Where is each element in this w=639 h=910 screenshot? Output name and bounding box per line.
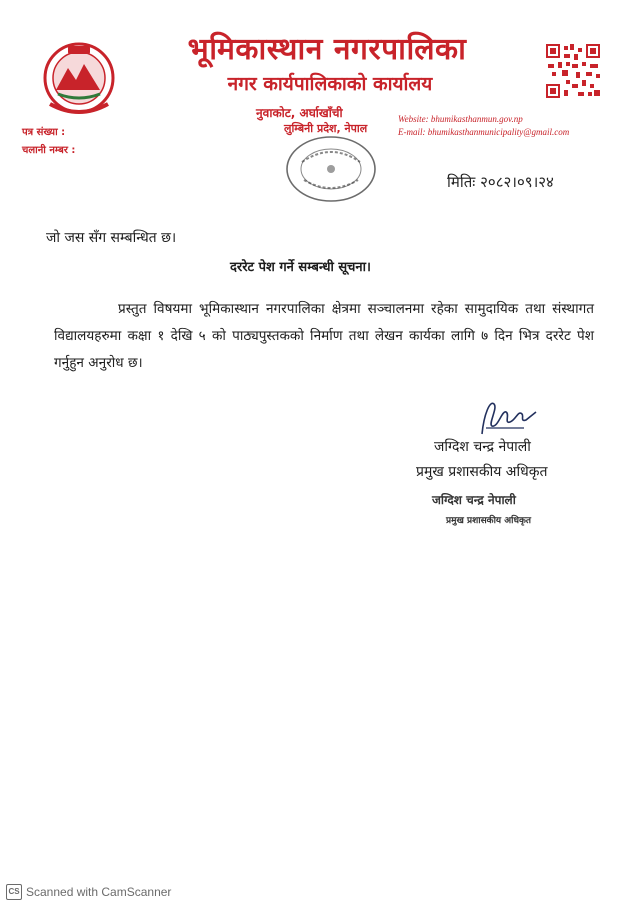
signatory-name: जग्दिश चन्द्र नेपाली (434, 439, 531, 455)
signatory-title: प्रमुख प्रशासकीय अधिकृत (416, 464, 548, 480)
camscanner-logo-icon: CS (6, 884, 22, 900)
letter-date: मितिः २०८२।०९।२४ (447, 173, 554, 191)
address-province: लुम्बिनी प्रदेश, नेपाल (284, 122, 368, 135)
letter-body: प्रस्तुत विषयमा भूमिकास्थान नगरपालिका क्षेत्रमा सञ्चालनमा रहेका सामुदायिक तथा संस्थागत विद्यालयहरुमा कक्षा १ देखि ५ को पाठ्यपुस्तकको निर्माण तथा लेखन कार्यका लागि ७ दिन भित्र दररेट पेश गर्नुहुन अनुरोध छ। (54, 301, 594, 371)
municipality-emblem-icon (40, 38, 118, 120)
office-stamp-icon (282, 132, 380, 206)
reference-number-label: पत्र संख्या : (22, 127, 66, 138)
scanner-watermark (6, 884, 171, 900)
office-subtitle: नगर कार्यपालिकाको कार्यालय (227, 73, 433, 95)
signatory-stamp-title: प्रमुख प्रशासकीय अधिकृत (446, 516, 532, 526)
signatory-stamp-name: जग्दिश चन्द्र नेपाली (432, 493, 516, 507)
website-text: Website: bhumikasthanmun.gov.np (398, 114, 523, 124)
dispatch-number-label: चलानी नम्बर : (22, 145, 76, 156)
municipality-title: भूमिकास्थान नगरपालिका (187, 32, 467, 67)
letter-subject: दररेट पेश गर्ने सम्बन्धी सूचना। (230, 260, 371, 275)
address-district: नुवाकोट, अर्घाखाँची (256, 106, 343, 120)
scanner-watermark-text: Scanned with CamScanner (26, 885, 172, 899)
handwritten-signature-icon (464, 394, 544, 440)
qr-code-icon (544, 42, 602, 100)
email-text: E-mail: bhumikasthanmunicipality@gmail.com (398, 127, 570, 137)
addressee-line: जो जस सँग सम्बन्धित छ। (46, 230, 177, 246)
